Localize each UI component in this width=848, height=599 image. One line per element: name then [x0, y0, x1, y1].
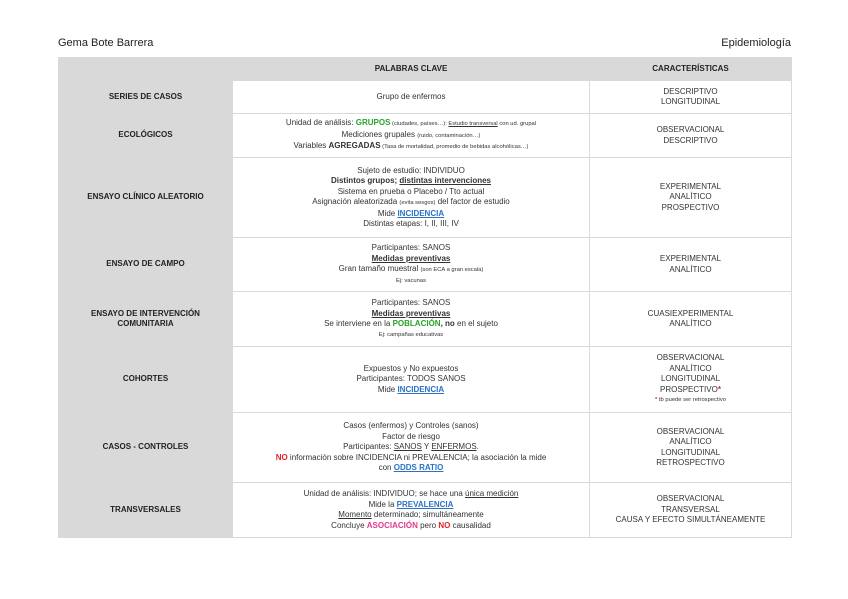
header-characteristics: CARACTERÍSTICAS: [590, 58, 792, 81]
table-row: [59, 413, 792, 483]
row-transversales-name: TRANSVERSALES: [59, 483, 233, 538]
table-row: [59, 81, 792, 114]
ch-line: ANALÍTICO: [669, 264, 712, 274]
ch-line: TRANSVERSAL: [661, 504, 720, 514]
table-row: [59, 238, 792, 292]
kw-line: Medidas preventivas: [371, 308, 451, 318]
ch-line: RETROSPECTIVO: [656, 458, 725, 467]
ch-footnote: * tb puede ser retrospectivo: [655, 397, 726, 404]
ch-line: ANALÍTICO: [669, 319, 712, 328]
row-ensayo-clinico-characteristics: [590, 158, 792, 238]
kw-line: Grupo de enfermos: [376, 91, 446, 101]
ch-line: OBSERVACIONAL: [656, 353, 725, 363]
row-ecologicos-keywords: [233, 114, 590, 158]
kw-line: Gran tamaño muestral (son ECA a gran escala): [338, 264, 484, 273]
subject-title: Epidemiología: [721, 37, 791, 49]
ch-line: PROSPECTIVO*: [660, 384, 721, 394]
row-ensayo-comunitario-keywords: [233, 292, 590, 347]
row-ensayo-comunitario-characteristics: [590, 292, 792, 347]
kw-line: Participantes: TODOS SANOS: [356, 374, 466, 384]
ch-line: OBSERVACIONAL: [656, 426, 725, 436]
ch-line: PROSPECTIVO: [661, 202, 720, 212]
kw-line: Concluye ASOCIACIÓN pero NO causalidad: [331, 520, 491, 530]
kw-line: Distintos grupos; distintas intervenciones: [330, 176, 492, 185]
row-ensayo-comunitario-name: [59, 292, 233, 347]
row-name-line: ENSAYO DE INTERVENCIÓN: [91, 308, 200, 318]
ch-line: CUASIEXPERIMENTAL: [647, 308, 734, 318]
kw-line: Participantes: SANOS: [371, 298, 451, 307]
ch-line: LONGITUDINAL: [660, 447, 721, 457]
table-row: [59, 347, 792, 413]
kw-line: Asignación aleatorizada (evita sesgos) del factor de estudio: [312, 197, 510, 206]
kw-line: Sistema en prueba o Placebo / Tto actual: [337, 186, 485, 196]
kw-line: Mediciones grupales (ruido, contaminación…): [341, 129, 481, 139]
row-ensayo-campo-keywords: [233, 238, 590, 292]
kw-line: Unidad de análisis: INDIVIDUO; se hace una única medición: [303, 489, 519, 498]
kw-line: Mide la PREVALENCIA: [368, 499, 454, 509]
kw-line: con ODDS RATIO: [378, 463, 444, 473]
table-row: [59, 483, 792, 538]
kw-line: Momento determinado; simultáneamente: [338, 510, 484, 519]
row-casos-controles-keywords: [233, 413, 590, 483]
kw-line: Mide INCIDENCIA: [377, 384, 445, 394]
row-ecologicos-name: ECOLÓGICOS: [59, 114, 233, 158]
row-transversales-keywords: [233, 483, 590, 538]
kw-line: Casos (enfermos) y Controles (sanos): [343, 421, 479, 431]
table-row: [59, 292, 792, 347]
ch-line: ANALÍTICO: [669, 192, 712, 202]
ch-line: ANALÍTICO: [669, 437, 712, 446]
kw-line: Ej: vacunas: [396, 277, 426, 284]
row-ensayo-campo-name: ENSAYO DE CAMPO: [59, 238, 233, 292]
kw-line: Ej: campañas educativas: [378, 331, 444, 338]
ch-line: OBSERVACIONAL: [656, 125, 725, 134]
row-ensayo-clinico-name: ENSAYO CLÍNICO ALEATORIO: [59, 158, 233, 238]
ch-line: EXPERIMENTAL: [659, 181, 722, 191]
ch-line: DESCRIPTIVO: [663, 135, 718, 145]
row-casos-controles-name: CASOS - CONTROLES: [59, 413, 233, 483]
row-cohortes-characteristics: [590, 347, 792, 413]
row-series-name: SERIES DE CASOS: [59, 81, 233, 114]
ch-line: CAUSA Y EFECTO SIMULTÁNEAMENTE: [615, 515, 766, 525]
header-keywords: PALABRAS CLAVE: [233, 58, 590, 81]
kw-line: Se interviene en la POBLACIÓN, no en el sujeto: [324, 319, 498, 328]
row-name-line: COMUNITARIA: [117, 319, 174, 328]
ch-line: OBSERVACIONAL: [656, 494, 725, 504]
kw-line: Unidad de análisis: GRUPOS (ciudades, países…): Estudio transversal con ud. grupal: [285, 118, 537, 128]
kw-line: Distintas etapas: I, II, III, IV: [363, 219, 459, 228]
kw-line: Participantes: SANOS: [371, 243, 451, 252]
ch-line: LONGITUDINAL: [660, 374, 721, 384]
row-cohortes-name: COHORTES: [59, 347, 233, 413]
kw-line: Mide INCIDENCIA: [377, 208, 445, 218]
row-ensayo-clinico-keywords: [233, 158, 590, 238]
kw-line: Variables AGREGADAS (Tasa de mortalidad, promedio de bebidas alcohólicas…): [293, 141, 529, 151]
row-ecologicos-characteristics: [590, 114, 792, 158]
row-transversales-characteristics: [590, 483, 792, 538]
kw-line: NO información sobre INCIDENCIA ni PREVALENCIA; la asociación la mide: [275, 452, 547, 462]
author-name: Gema Bote Barrera: [58, 37, 154, 49]
row-ensayo-campo-characteristics: [590, 238, 792, 292]
row-series-characteristics: [590, 81, 792, 114]
table-row: [59, 158, 792, 238]
ch-line: ANALÍTICO: [669, 363, 712, 373]
ch-line: DESCRIPTIVO: [663, 86, 718, 96]
row-casos-controles-characteristics: [590, 413, 792, 483]
table-row: [59, 114, 792, 158]
header-empty-cell: [59, 58, 233, 81]
ch-line: LONGITUDINAL: [660, 97, 721, 106]
ch-line: EXPERIMENTAL: [659, 254, 722, 263]
table-header-row: [59, 58, 792, 81]
row-cohortes-keywords: [233, 347, 590, 413]
row-series-keywords: [233, 81, 590, 114]
kw-line: Medidas preventivas: [371, 253, 451, 263]
kw-line: Participantes: SANOS Y ENFERMOS.: [343, 442, 479, 452]
kw-line: Sujeto de estudio: INDIVIDUO: [357, 165, 465, 175]
kw-line: Factor de riesgo: [382, 431, 440, 441]
study-types-table: [58, 57, 792, 538]
kw-line: Expuestos y No expuestos: [363, 363, 459, 373]
